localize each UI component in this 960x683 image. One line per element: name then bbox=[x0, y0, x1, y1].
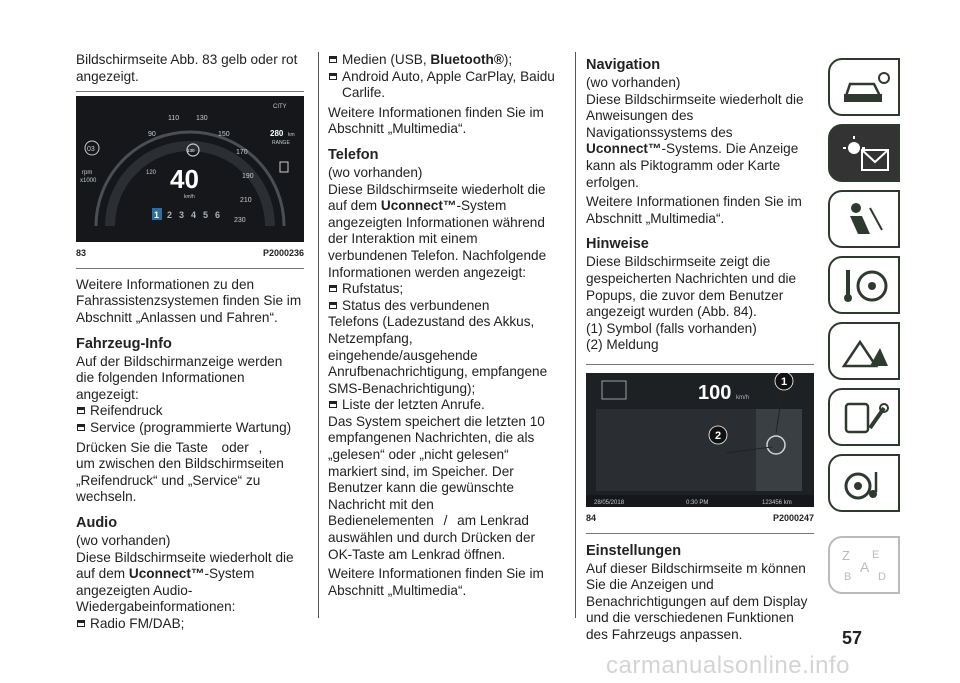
scale-label: 150 bbox=[218, 131, 230, 139]
fig84-time: 0:30 PM bbox=[686, 499, 709, 506]
message-screen-image bbox=[586, 373, 814, 507]
scale-label: 110 bbox=[168, 115, 180, 123]
media-text: Medien (USB, bbox=[342, 52, 427, 67]
after-figure-text: Weitere Informationen zu den Fahrassistenzsystemen finden Sie im Abschnitt „Anlassen und Fahren“. bbox=[76, 276, 302, 325]
list-item bbox=[328, 69, 560, 102]
scale-label: 210 bbox=[240, 197, 252, 205]
service-tools-icon bbox=[840, 398, 892, 438]
press-rest-text: um zwischen den Bildschirmseiten „Reifendruck“ und „Service“ zu wechseln. bbox=[76, 456, 284, 505]
svg-text:Z: Z bbox=[842, 548, 850, 563]
road-warning-icon bbox=[840, 332, 892, 372]
figure-number: 84 bbox=[586, 512, 597, 523]
list-item-text bbox=[342, 52, 512, 69]
press-instruction bbox=[76, 440, 304, 457]
heading-telefon: Telefon bbox=[328, 146, 379, 163]
list-item bbox=[328, 397, 560, 414]
bullet-icon bbox=[329, 285, 337, 292]
figure-code: P2000236 bbox=[262, 248, 304, 259]
speed-unit: km/h bbox=[184, 194, 195, 201]
bullet-icon bbox=[77, 407, 85, 414]
column-2 bbox=[328, 52, 560, 602]
list-item bbox=[76, 420, 304, 437]
drive-mode: CITY bbox=[273, 104, 287, 111]
side-tab-maintenance[interactable] bbox=[828, 388, 900, 446]
side-tab-index[interactable] bbox=[828, 536, 900, 594]
range-value: 280 bbox=[270, 129, 284, 139]
bullet-icon bbox=[329, 302, 337, 309]
figure-caption bbox=[76, 245, 304, 262]
telefon-text-part: Diese Bildschirmseite wiederholt die auf dem bbox=[328, 181, 546, 214]
bullet-icon bbox=[77, 620, 85, 627]
audio-availability: (wo vorhanden) bbox=[76, 532, 171, 548]
seat-airbag-icon bbox=[840, 200, 892, 240]
telefon-availability: (wo vorhanden) bbox=[328, 164, 423, 180]
callout-1: 1 bbox=[781, 375, 788, 388]
figure-number: 83 bbox=[76, 248, 87, 259]
list-item bbox=[328, 298, 560, 315]
column-1 bbox=[76, 52, 304, 632]
figure-rule bbox=[76, 91, 304, 92]
figure-code: P2000247 bbox=[772, 512, 814, 523]
range-unit: km bbox=[288, 132, 295, 139]
nav-text-part: Diese Bildschirmseite wiederholt die Anweisungen des Navigationssystems des bbox=[586, 91, 804, 140]
rpm-value: 03 bbox=[87, 146, 95, 154]
side-tab-specs[interactable] bbox=[828, 454, 900, 512]
side-tab-emergency[interactable] bbox=[828, 322, 900, 380]
audio-text bbox=[76, 550, 304, 616]
gear-label: 2 bbox=[167, 210, 173, 221]
fig84-speed: 100 bbox=[698, 381, 732, 404]
scale-label: 90 bbox=[148, 131, 156, 139]
fig84-date: 28/05/2018 bbox=[594, 499, 625, 506]
telefon-text-part: -System angezeigten Informationen während der Interaktion mit einem verbundenen Telefon. Nachfolgende Informationen werden angezeigt: bbox=[328, 198, 547, 280]
callout-2: 2 bbox=[715, 429, 722, 442]
limit-value: 130 bbox=[187, 148, 195, 154]
scale-label: 170 bbox=[236, 149, 248, 157]
gear-label: 3 bbox=[179, 210, 185, 221]
svg-text:D: D bbox=[878, 571, 886, 583]
nav-text bbox=[586, 92, 814, 192]
fig84-odometer: 123456 km bbox=[762, 499, 792, 506]
telefon-text bbox=[328, 182, 560, 282]
fahrzeug-text: Auf der Bildschirmanzeige werden die folgenden Informationen angezeigt: bbox=[76, 353, 283, 402]
sms-text: Das System speichert die letzten 10 empfangenen Nachrichten, die als „gelesen“ oder „nicht gelesen“ markiert sind, im Speicher. Der Benutzer kann die gewünschte Nachricht mit den bbox=[328, 413, 545, 512]
range-label: RANGE bbox=[272, 140, 290, 147]
bullet-icon bbox=[329, 73, 337, 80]
sms-text-part: Bedienelementen bbox=[328, 513, 434, 529]
svg-text:E: E bbox=[872, 549, 880, 561]
list-item bbox=[328, 52, 560, 69]
figure-caption bbox=[586, 510, 814, 527]
brand-uconnect: Uconnect™ bbox=[128, 566, 205, 582]
rpm-label: rpm bbox=[82, 170, 93, 177]
sms-end-text: auswählen und durch Drücken der OK-Taste am Lenkrad öffnen. bbox=[328, 530, 536, 562]
heading-hinweise: Hinweise bbox=[586, 236, 649, 253]
brand-uconnect: Uconnect™ bbox=[380, 198, 457, 214]
side-tab-warnings[interactable] bbox=[828, 124, 900, 182]
bullet-icon bbox=[77, 424, 85, 431]
set-speed: 120 bbox=[146, 170, 157, 177]
bullet-icon bbox=[329, 401, 337, 408]
instrument-cluster-image bbox=[76, 96, 304, 242]
audio-text-part: Diese Bildschirmseite wiederholt die auf dem bbox=[76, 549, 294, 582]
intro-text: Bildschirmseite Abb. 83 gelb oder rot angezeigt. bbox=[76, 52, 298, 84]
column-3 bbox=[586, 52, 814, 646]
list-item-text: Rufstatus; bbox=[342, 281, 404, 297]
more-info-text: Weitere Informationen finden Sie im Abschnitt „Multimedia“. bbox=[586, 194, 802, 226]
press-text: , bbox=[258, 439, 263, 455]
figure-83-cluster bbox=[76, 96, 304, 242]
figure-84-messages bbox=[586, 373, 814, 507]
speed-value: 40 bbox=[170, 164, 199, 195]
page-number: 57 bbox=[842, 628, 863, 648]
legend-item: (2) Meldung bbox=[586, 337, 659, 353]
fig84-unit: km/h bbox=[736, 394, 750, 401]
side-tab-driving[interactable] bbox=[828, 256, 900, 314]
column-divider bbox=[318, 52, 319, 618]
press-text: oder bbox=[221, 439, 249, 455]
list-item-text: Reifendruck bbox=[90, 403, 163, 419]
heading-einstellungen: Einstellungen bbox=[586, 542, 682, 559]
heading-audio: Audio bbox=[76, 514, 118, 531]
legend-item: (1) Symbol (falls vorhanden) bbox=[586, 320, 757, 336]
figure-rule bbox=[76, 268, 304, 269]
einstellungen-text: Auf dieser Bildschirmseite m können Sie die Anzeigen und Benachrichtigungen auf dem Display und die verschiedenen Funktionen des Fahrzeugs anpassen. bbox=[586, 560, 808, 642]
sms-text-part: am Lenkrad bbox=[457, 513, 529, 529]
heading-navigation: Navigation bbox=[586, 57, 661, 73]
hinweise-text: Diese Bildschirmseite zeigt die gespeicherten Nachrichten und die Popups, die zuvor dem Benutzer angezeigt wurden (Abb. 84). bbox=[586, 254, 797, 320]
media-text: ); bbox=[503, 52, 513, 67]
steering-wrench-icon bbox=[840, 266, 892, 306]
side-tab-vehicle[interactable] bbox=[828, 58, 900, 116]
watermark: carmanualsonline.info bbox=[606, 652, 850, 679]
column-divider bbox=[575, 52, 576, 618]
gear-label: 4 bbox=[191, 210, 197, 221]
scale-label: 230 bbox=[234, 217, 246, 225]
gear-label: 6 bbox=[215, 210, 221, 221]
side-tab-safety[interactable] bbox=[828, 190, 900, 248]
nav-availability: (wo vorhanden) bbox=[586, 75, 681, 90]
bullet-icon bbox=[329, 56, 337, 63]
gear-label: 1 bbox=[154, 210, 160, 221]
more-info-text: Weitere Informationen finden Sie im Abschnitt „Multimedia“. bbox=[328, 566, 544, 598]
scale-label: 130 bbox=[196, 115, 208, 123]
brand-uconnect: Uconnect™ bbox=[586, 141, 662, 157]
sms-text-part: / bbox=[443, 513, 448, 529]
telefon-continued: Telefons (Ladezustand des Akkus, Netzempfang, eingehende/ausgehende Anrufbenachrichtigung, empfangene SMS-Benachrichtigung); bbox=[328, 314, 548, 396]
svg-text:B: B bbox=[844, 571, 852, 583]
list-item-text: Android Auto, Apple CarPlay, Baidu Carlife. bbox=[342, 68, 555, 101]
warning-light-message-icon bbox=[840, 134, 892, 174]
rpm-label: x1000 bbox=[80, 178, 97, 185]
more-info-text: Weitere Informationen finden Sie im Abschnitt „Multimedia“. bbox=[328, 104, 544, 137]
press-text: Drücken Sie die Taste bbox=[76, 439, 208, 455]
scale-label: 190 bbox=[242, 173, 254, 181]
list-item bbox=[328, 281, 560, 298]
svg-text:A: A bbox=[860, 559, 870, 575]
multimedia-icon bbox=[840, 464, 892, 504]
gear-label: 5 bbox=[203, 210, 209, 221]
figure-rule bbox=[586, 533, 814, 534]
list-item-text: Status des verbundenen bbox=[342, 297, 490, 313]
heading-fahrzeug-info: Fahrzeug-Info bbox=[76, 335, 172, 352]
figure-rule bbox=[586, 364, 814, 365]
list-item bbox=[76, 403, 304, 420]
bluetooth-label: Bluetooth® bbox=[430, 52, 504, 67]
list-item bbox=[76, 616, 304, 633]
nav-text-part: -Systems. Die Anzeige kann als Piktogramm oder Karte erfolgen. bbox=[586, 141, 799, 190]
audio-text-part: -System angezeigten Audio-Wiedergabeinformationen: bbox=[76, 566, 255, 615]
list-item-text: Service (programmierte Wartung) bbox=[90, 419, 292, 435]
index-letters-icon bbox=[840, 546, 892, 586]
sms-controls-text bbox=[328, 513, 560, 530]
car-dashboard-icon bbox=[840, 68, 892, 108]
list-item-text: Radio FM/DAB; bbox=[90, 615, 185, 631]
list-item-text: Liste der letzten Anrufe. bbox=[342, 397, 485, 413]
